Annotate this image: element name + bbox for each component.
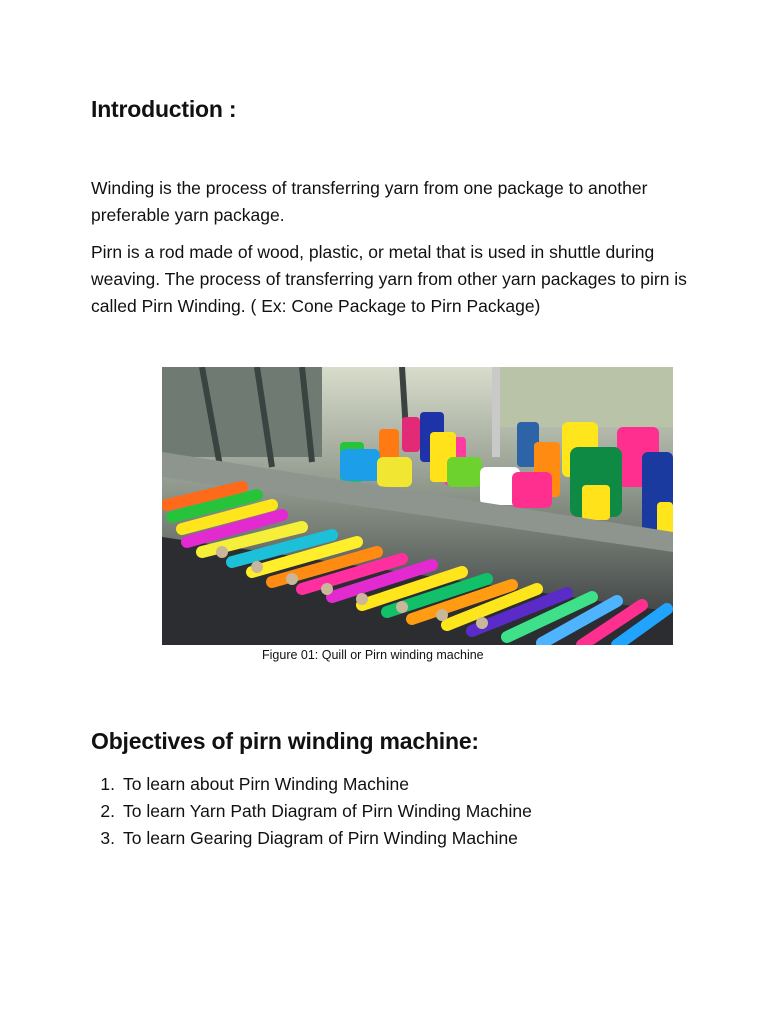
intro-paragraph-1: Winding is the process of transferring yarn from one package to another preferable yarn package. — [91, 178, 648, 225]
figure-caption: Figure 01: Quill or Pirn winding machine — [262, 648, 484, 662]
list-item-text: To learn about Pirn Winding Machine — [123, 774, 409, 794]
intro-paragraph-2: Pirn is a rod made of wood, plastic, or metal that is used in shuttle during weaving. The process of transferring yarn from other yarn packages to pirn is called Pirn Winding. ( Ex: Cone Package to Pirn Package) — [91, 242, 687, 316]
objectives-list — [91, 771, 532, 852]
list-item-text: To learn Gearing Diagram of Pirn Winding Machine — [123, 828, 518, 848]
introduction-heading: Introduction : — [91, 96, 237, 122]
list-item-number: 1. — [100, 774, 115, 794]
pirn-winding-machine-photo — [162, 367, 673, 645]
objectives-heading: Objectives of pirn winding machine: — [91, 728, 479, 754]
list-item-number: 3. — [100, 828, 115, 848]
list-item — [91, 798, 532, 825]
list-item — [91, 825, 532, 852]
list-item — [91, 771, 532, 798]
list-item-number: 2. — [100, 801, 115, 821]
list-item-text: To learn Yarn Path Diagram of Pirn Winding Machine — [123, 801, 532, 821]
